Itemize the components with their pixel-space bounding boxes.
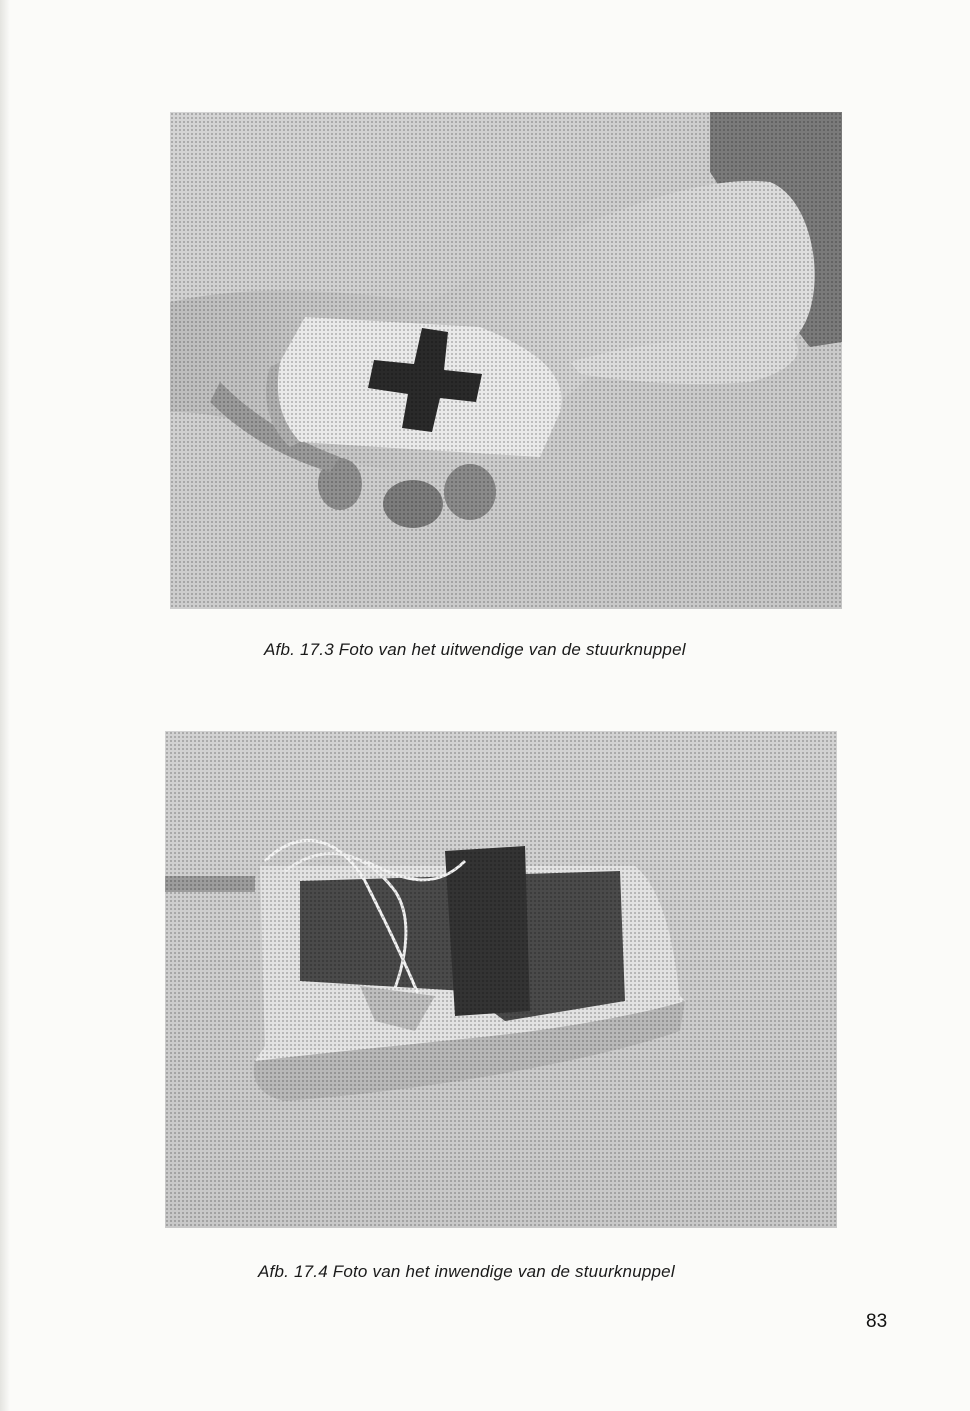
photo-joystick-exterior — [170, 112, 842, 609]
photo-joystick-interior — [165, 731, 837, 1228]
figure-caption-17-4: Afb. 17.4 Foto van het inwendige van de stuurknuppel — [258, 1262, 675, 1281]
photo-joystick-exterior-image — [170, 112, 842, 609]
figure-caption-17-3: Afb. 17.3 Foto van het uitwendige van de stuurknuppel — [264, 640, 686, 659]
binding-edge — [0, 0, 10, 1411]
photo-joystick-interior-image — [165, 731, 837, 1228]
page-number: 83 — [866, 1311, 888, 1332]
